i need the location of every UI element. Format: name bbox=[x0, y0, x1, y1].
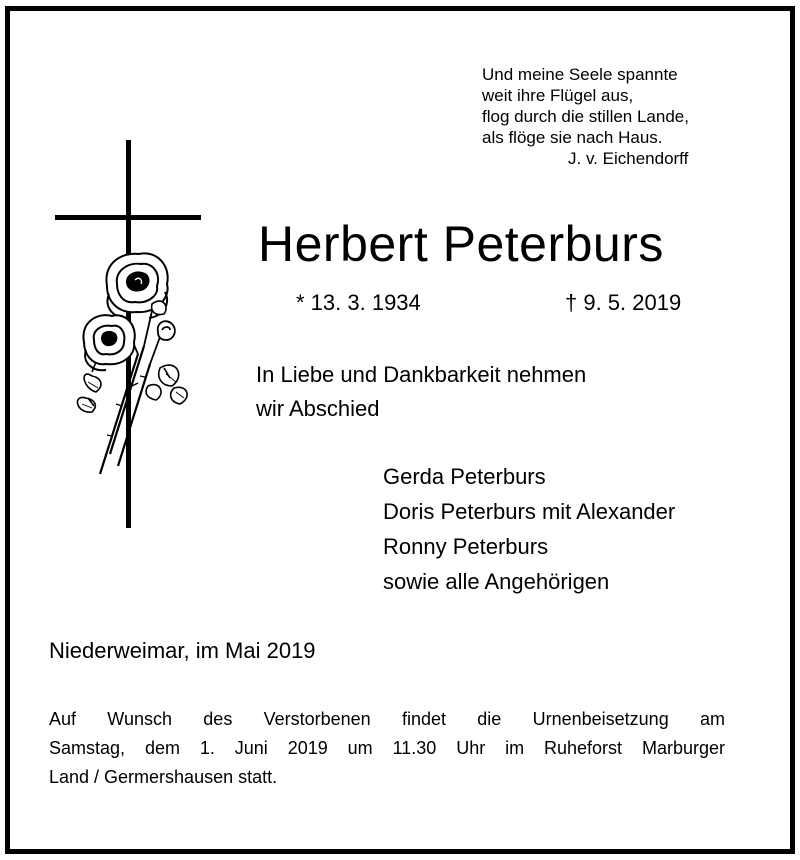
farewell-line: wir Abschied bbox=[256, 396, 380, 421]
mourner-name: Gerda Peterburs bbox=[383, 464, 546, 489]
place-date: Niederweimar, im Mai 2019 bbox=[49, 638, 316, 663]
farewell-text bbox=[256, 358, 586, 426]
mourner-name: sowie alle Angehörigen bbox=[383, 569, 610, 594]
notice-line: Land / Germershausen statt. bbox=[49, 767, 278, 787]
poem-line: als flöge sie nach Haus. bbox=[482, 128, 663, 147]
mourners-list bbox=[383, 459, 675, 599]
notice-line: Samstag, dem 1. Juni 2019 um 11.30 Uhr im Ruheforst Marburger bbox=[49, 738, 725, 758]
mourner-name: Doris Peterburs mit Alexander bbox=[383, 499, 676, 524]
mourner-name: Ronny Peterburs bbox=[383, 534, 549, 559]
notice-line: Auf Wunsch des Verstorbenen findet die Urnenbeisetzung am bbox=[49, 709, 725, 729]
poem-author: J. v. Eichendorff bbox=[568, 149, 689, 168]
poem-line: flog durch die stillen Lande, bbox=[482, 107, 689, 126]
poem-line: Und meine Seele spannte bbox=[482, 65, 678, 84]
cross-with-roses-icon bbox=[52, 136, 202, 530]
farewell-line: In Liebe und Dankbarkeit nehmen bbox=[256, 362, 587, 387]
birth-date: * 13. 3. 1934 bbox=[296, 290, 421, 315]
death-date: † 9. 5. 2019 bbox=[565, 290, 682, 315]
poem-quote bbox=[482, 64, 689, 169]
poem-line: weit ihre Flügel aus, bbox=[482, 86, 634, 105]
deceased-name: Herbert Peterburs bbox=[258, 216, 664, 272]
burial-notice bbox=[49, 705, 725, 792]
